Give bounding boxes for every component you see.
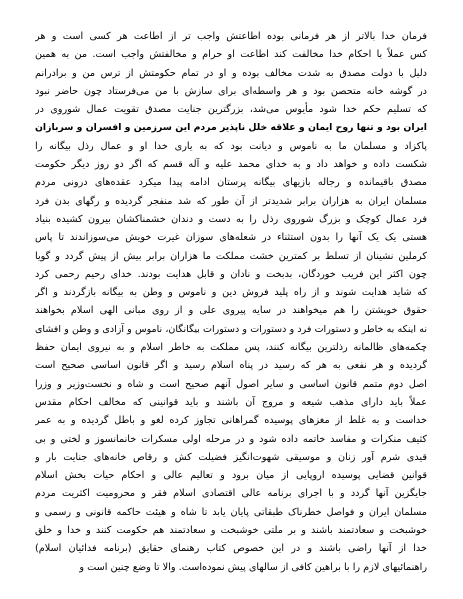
text-line: فرمان خدا بالاتر از هر فرمانی بوده اطاعتش واجب تر از اطاعت هر کسی است و هر [35,31,427,42]
text-line: جایگزین آنها گردد و با اجرای برنامه عالی اقتصادی اسلام فقر و محرومیت اکثریت مردم [35,488,427,500]
text-line: شکست داده و خواهد داد و به خدای محمد علیه و آله قسم که اگر دو روز دیگر حکومت [35,159,427,171]
text-line: قوانین قضایی پوسیده اروپایی از میان برود و تعالیم عالی و احکام حیات بخش اسلام [35,470,427,482]
text-line: کرملین نشینان از تسلط بر کمترین خشت مملکت ما هزاران برابر بیش از پیش گردد و گویا [35,250,427,262]
text-line: اصل دوم متمم قانون اساسی و سایر اصول آنهم صحیح است و شاه و نخست‌وزیر و وزرا [35,378,427,390]
text-line: نه اینکه به خاطر و دستورات فرد و دستورات و دستورات بیگانگان، ناموس و آزادی و وطن و افشای [35,323,427,335]
text-line: دلیل با دولت مصدق به شدت مخالف بوده و او در تمام حکومتش از ترس من و برادرانم [35,67,427,79]
text-line: عملاً باید دارای مذهب شیعه و مروج آن باشند و باید قوانینی که مخالف احکام مقدس [35,396,427,408]
text-line: چون اکثر این فریب خوردگان، بدبخت و نادان و قابل هدایت بودند. خدای رحیم رحمی کرد [35,268,427,280]
text-line: در گوشه خانه متحصن بود و هر واسطه‌ای برای سازش با من می‌فرستاد چون حاضر نبود [35,85,427,97]
text-line: خوشبخت و سعادتمند باشند و بر ملتی خوشبخت و سعادتمند هم حکومت کنند و خدا و خلق [35,525,427,537]
text-line: گردیده و هر نفعی به هر که رسید در پناه اسلام رسید و اگر قانون اساسی صحیح است [35,360,427,372]
body-text [35,28,427,577]
text-line: خدا از آنها راضی باشند و در این خصوص کتاب رهنمای حقایق (برنامه فدائیان اسلام) [35,543,427,555]
text-line: هستی یک یک آنها را بدون استثناء در شعله‌های سوزان غیرت خویش می‌سوزاندند تا پاس [35,232,427,244]
text-line: قیدی شرم آور زنان و موسیقی شهوت‌انگیز فضیلت کش و رقاص خانه‌های جنایت بار و [35,451,427,463]
text-line-last: راهنمائیهای لازم را با براهین کافی از سالهای پیش نموده‌است. والا تا وضع چنین است و [79,561,427,573]
text-line: کثیف منکرات و مفاسد خاتمه داده شود و در مرحله اولی مسکرات خانمانسوز و لختی و بی [35,433,427,445]
text-line-bold: ایران بود و تنها روح ایمان و علاقه خلل ناپذیر مردم این سرزمین و افسران و سربازان [35,122,427,134]
text-line: خداست و به غلط از مغزهای پوسیده گمراهانی تجاوز کرده لغو و باطل گردیده و به عمر [35,415,427,427]
text-line: مسلمان ایران و فواصل خطرناک طبقاتی پایان یابد تا شاه و هیئت حاکمه قانونی و رسمی و [35,506,427,518]
text-line: پاکزاد و مسلمان ما به ناموس و دیانت بود که به یاری خدا او و عمال رذل بیگانه را [35,140,427,152]
text-line: مصدق باقیمانده و رجاله بازیهای بیگانه پرستان ادامه پیدا میکرد عقده‌های درونی مردم [35,177,427,189]
text-line: که تسلیم حکم خدا شود مأیوس می‌شد، بزرگترین جنایت مصدق تقویت عمال شوروی در [35,104,427,116]
text-line: فرد عمال کوچک و بزرگ شوروی رذل را به دست و دندان خشمناکشان بیرون کشیده بنیاد [35,213,427,225]
text-line: کس عملاً با احکام خدا مخالفت کند اطاعت او حرام و مخالفتش واجب است. من به همین [35,49,427,61]
text-line: مسلمان ایران به هزاران برابر شدیدتر از آن طور که شد منفجر گردیده و رگهای بدن فرد [35,195,427,207]
text-line: حقوق خویشتن را هم میخواهند در سایه پیروی علی و از روی مبانی الهی اسلام بخواهند [35,305,427,317]
text-line: که شاید هدایت شوند و از راه پلید فروش دین و ناموس و وطن به بیگانه بازگردند و اگر [35,287,427,299]
text-line: چکمه‌های ظالمانه رذلترین بیگانه کنند، پس مملکت به خاطر اسلام و به نیروی ایمان حفظ [35,342,427,354]
